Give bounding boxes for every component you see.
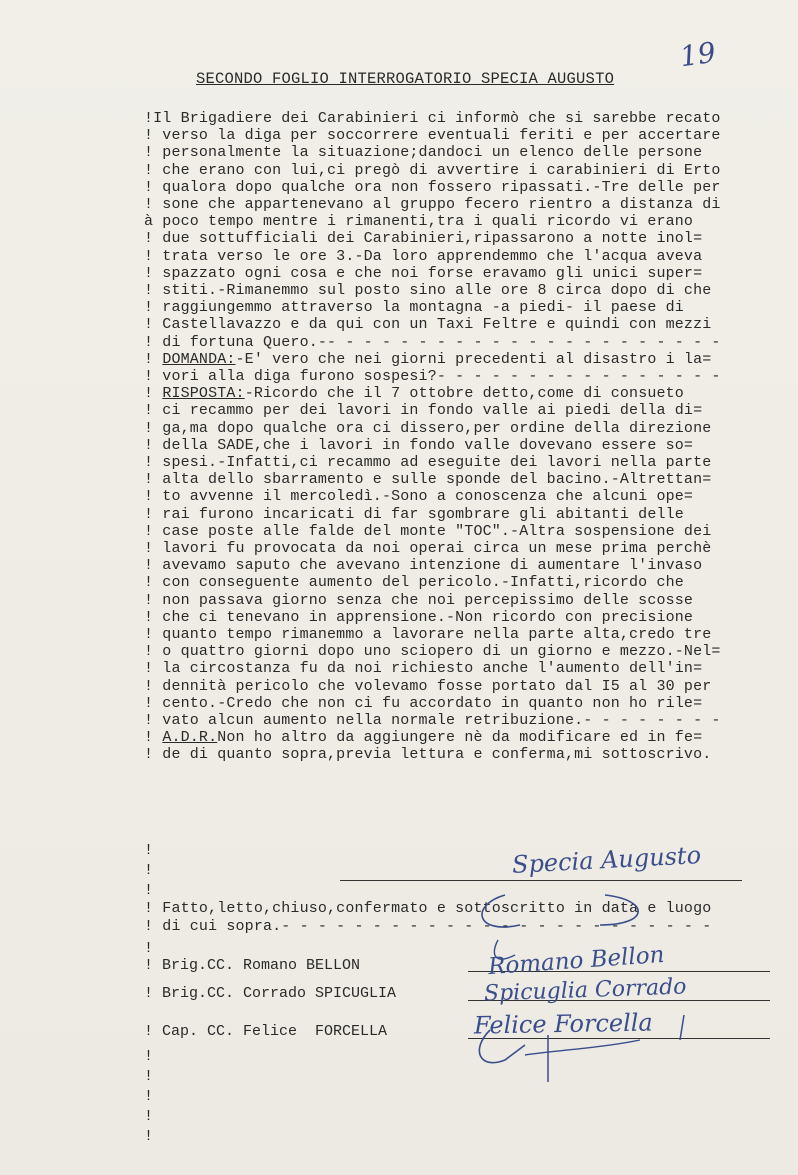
margin-mark: ! xyxy=(144,1108,154,1125)
body-line: ! quanto tempo rimanemmo a lavorare nella parte alta,credo tre xyxy=(144,626,712,643)
officer-name-bellon: ! Brig.CC. Romano BELLON xyxy=(144,957,361,974)
body-line: ! della SADE,che i lavori in fondo valle dovevano essere so= xyxy=(144,436,694,454)
margin-mark: ! xyxy=(144,862,154,879)
body-line: ! trata verso le ore 3.-Da loro apprendemmo che l'acqua aveva xyxy=(144,247,703,265)
body-line: ! de di quanto sopra,previa lettura e conferma,mi sottoscrivo. xyxy=(144,746,712,764)
body-line: ! non passava giorno senza che noi percepissimo delle scosse xyxy=(144,591,694,609)
body-line: ! ga,ma dopo qualche ora ci dissero,per ordine della direzione xyxy=(144,419,712,437)
body-line: ! to avvenne il mercoledì.-Sono a conoscenza che alcuni ope= xyxy=(144,488,694,506)
witness-signature: Specia Augusto xyxy=(511,841,702,879)
body-line: ! stiti.-Rimanemmo sul posto sino alle ore 8 circa dopo di che xyxy=(144,282,712,299)
body-line: ! sone che appartenevano al gruppo fecero rientro a distanza di xyxy=(144,196,721,213)
margin-mark: ! xyxy=(144,882,154,899)
body-line: ! dennità pericolo che volevamo fosse portato dal I5 al 30 per xyxy=(144,677,712,695)
body-line: ! cento.-Credo che non ci fu accordato in quanto non ho rile= xyxy=(144,694,703,712)
body-line: ! qualora dopo qualche ora non fossero ripassati.-Tre delle per xyxy=(144,178,721,196)
signature-bellon: Romano Bellon xyxy=(487,941,666,981)
margin-mark: ! xyxy=(144,842,154,859)
closing-line: ! di cui sopra.- - - - - - - - - - - - - - - - - - - - - - - - xyxy=(144,918,712,935)
body-line: ! alta dello sbarramento e sulle sponde del bacino.-Altrettan= xyxy=(144,471,712,489)
body-line: ! Castellavazzo e da qui con un Taxi Feltre e quindi con mezzi xyxy=(144,316,712,334)
body-line: ! raggiungemmo attraverso la montagna -a piedi- il paese di xyxy=(144,299,684,317)
body-line: ! DOMANDA:-E' vero che nei giorni precedenti al disastro i la= xyxy=(144,350,712,368)
body-line: ! con conseguente aumento del pericolo.-Infatti,ricordo che xyxy=(144,574,684,592)
body-line: ! A.D.R.Non ho altro da aggiungere nè da modificare ed in fe= xyxy=(144,729,703,747)
body-line: ! avevamo saputo che avevano intenzione di aumentare l'invaso xyxy=(144,557,703,575)
document-title: SECONDO FOGLIO INTERROGATORIO SPECIA AUGUSTO xyxy=(196,70,615,88)
body-line: ! due sottufficiali dei Carabinieri,ripassarono a notte inol= xyxy=(144,230,703,248)
margin-mark: ! xyxy=(144,1088,154,1105)
body-line: à poco tempo mentre i rimanenti,tra i quali ricordo vi erano xyxy=(144,213,694,231)
body-line: ! che erano con lui,ci pregò di avvertire i carabinieri di Erto xyxy=(144,161,721,179)
section-label: A.D.R. xyxy=(162,729,218,747)
body-line: ! che ci tenevano in apprensione.-Non ricordo con precisione xyxy=(144,608,694,626)
body-line: ! rai furono incaricati di far sgombrare gli abitanti delle xyxy=(144,505,684,523)
officer-name-spicuglia: ! Brig.CC. Corrado SPICUGLIA xyxy=(144,985,397,1002)
signature-spicuglia: Spicuglia Corrado xyxy=(483,974,687,1007)
margin-mark: ! xyxy=(144,940,154,957)
signature-forcella: Felice Forcella xyxy=(473,1008,653,1040)
body-line: ! verso la diga per soccorrere eventuali feriti e per accertare xyxy=(144,127,721,145)
body-line: ! vori alla diga furono sospesi?- - - - - - - - - - - - - - - - xyxy=(144,368,721,385)
body-line: ! ci recammo per dei lavori in fondo valle ai piedi della di= xyxy=(144,402,703,420)
page-number: 19 xyxy=(677,35,718,74)
officer-name-forcella: ! Cap. CC. Felice FORCELLA xyxy=(144,1023,388,1040)
body-line: ! RISPOSTA:-Ricordo che il 7 ottobre detto,come di consueto xyxy=(144,385,684,403)
margin-mark: ! xyxy=(144,1128,154,1145)
body-line: ! la circostanza fu da noi richiesto anche l'aumento dell'in= xyxy=(144,660,703,678)
body-line: ! case poste alle falde del monte "TOC".-Altra sospensione dei xyxy=(144,522,712,540)
body-line: ! personalmente la situazione;dandoci un elenco delle persone xyxy=(144,144,703,162)
margin-mark: ! xyxy=(144,1048,154,1065)
margin-mark: ! xyxy=(144,1068,154,1085)
section-label: DOMANDA: xyxy=(162,350,236,368)
body-line: ! lavori fu provocata da noi operai circa un mese prima perchè xyxy=(144,540,712,557)
body-line: ! o quattro giorni dopo uno sciopero di un giorno e mezzo.-Nel= xyxy=(144,643,721,661)
closing-line: ! Fatto,letto,chiuso,confermato e sottoscritto in data e luogo xyxy=(144,900,712,917)
section-label: RISPOSTA: xyxy=(162,385,245,403)
body-line: ! spesi.-Infatti,ci recammo ad eseguite dei lavori nella parte xyxy=(144,454,712,471)
body-line: ! vato alcun aumento nella normale retribuzione.- - - - - - - - xyxy=(144,712,721,729)
body-line: ! di fortuna Quero.-- - - - - - - - - - - - - - - - - - - - - - xyxy=(144,333,721,351)
body-line: ! spazzato ogni cosa e che noi forse eravamo gli unici super= xyxy=(144,264,703,282)
body-line: !Il Brigadiere dei Carabinieri ci informò che si sarebbe recato xyxy=(144,110,721,127)
